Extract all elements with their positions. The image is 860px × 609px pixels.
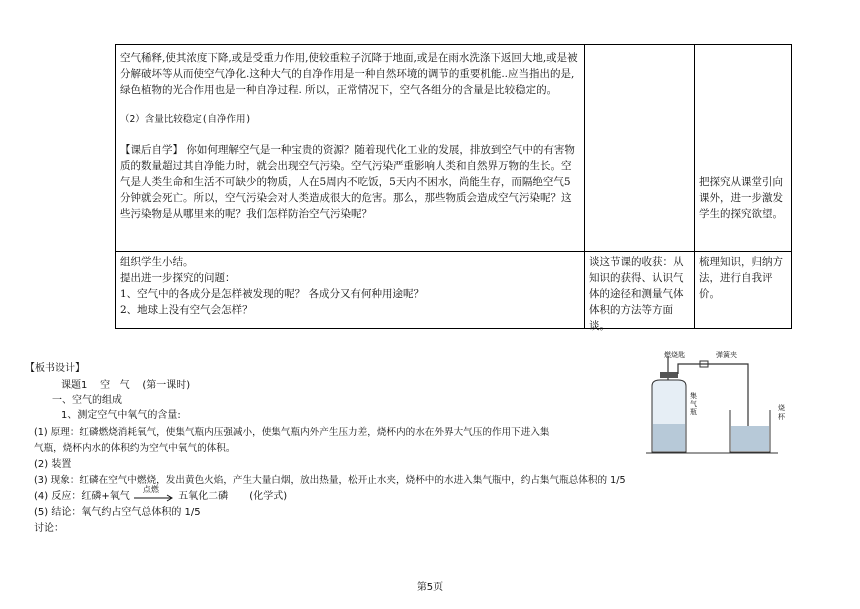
reaction-note: (化学式) [249,491,288,502]
board-reaction [34,485,288,504]
table-divider-1 [584,44,585,329]
board-discussion: 讨论： [34,523,64,534]
row2-line-4: 2、地球上没有空气会怎样？ [120,304,253,316]
row2-middle-text: 谈这节课的收获：从知识的获得、认识气体的途径和测量气体体积的方法等方面谈。 [589,256,684,332]
row2-line-1: 组织学生小结。 [120,256,194,268]
board-principle-2: 气瓶，烧杯内水的体积约为空气中氧气的体积。 [34,443,236,454]
row1-right-text: 把探究从课堂引向课外，进一步激发学生的探究欲望。 [699,176,783,220]
reaction-condition: 点燃 [142,485,159,494]
label-bottle: 集气瓶 [690,392,697,416]
table-border-left [115,44,116,329]
board-apparatus: (2) 装置 [34,459,72,470]
board-heading: 【板书设计】 [25,363,85,374]
row1-paragraph-1: 空气稀释,使其浓度下降,或是受重力作用,使较重粒子沉降于地面,或是在雨水洗涤下返回大地,或是被分解破坏等从而使空气净化.这种大气的自净作用是一种自然环境的调节的重要机能..应当指出的是,绿色植物的光合作用也是一种自净过程. 所以，正常情况下，空气各组分的含量是比较稳定的。 [120,52,578,96]
table-divider-2 [694,44,695,329]
row1-right-cell [699,174,787,222]
board-title: 课题1 空 气 (第一课时) [61,380,191,391]
reaction-reactants: (4) 反应：红磷+氧气 [34,491,130,502]
board-conclusion: (5) 结论：氧气约占空气总体积的 1/5 [34,507,201,518]
row1-paragraph-3: 【课后自学】 你如何理解空气是一种宝贵的资源？随着现代化工业的发展，排放到空气中的有害物质的数量超过其自净能力时，就会出现空气污染。空气污染严重影响人类和自然界万物的生长。空气是人类生命和生活不可缺少的物质，人在5周内不吃饭，5天内不困水，尚能生存，而隔绝空气5分钟就会死亡。所以，空气污染会对人类造成很大的危害。那么，那些物质会造成空气污染呢？这些污染物是从哪里来的呢？我们怎样防治空气污染呢？ [120,144,575,220]
lesson-table [115,44,792,332]
apparatus-drawing [638,352,818,462]
row2-middle-cell [589,254,691,334]
table-row-divider [115,251,792,252]
label-beaker: 烧杯 [778,404,785,421]
row1-paragraph-2: （2）含量比较稳定(自净作用) [120,114,252,125]
row2-right-text: 梳理知识，归纳方法，进行自我评价。 [699,256,783,300]
table-border-top [115,44,792,45]
board-subsection: 1、测定空气中氧气的含量: [61,410,181,421]
board-phenomenon: (3) 现象：红磷在空气中燃烧，发出黄色火焰，产生大量白烟，放出热量，松开止水夹，烧杯中的水进入集气瓶中，约占集气瓶总体积的 1/5 [34,475,626,486]
row2-line-3: 1、空气中的各成分是怎样被发现的呢？ 各成分又有何种用途呢？ [120,288,425,300]
row1-main-cell [120,50,580,222]
label-clamp: 弹簧夹 [716,351,737,359]
arrow-icon [133,492,175,502]
apparatus-diagram [638,352,818,462]
table-border-right [791,44,792,329]
row2-line-2: 提出进一步探究的问题： [120,272,236,284]
board-principle-1: (1) 原理：红磷燃烧消耗氧气，使集气瓶内压强减小，使集气瓶内外产生压力差，烧杯内的水在外界大气压的作用下进入集 [34,427,550,438]
board-section: 一、空气的组成 [52,395,122,406]
row2-main-cell [120,254,580,318]
reaction-products: 五氧化二磷 [178,491,229,502]
label-spoon: 燃烧匙 [664,351,685,359]
reaction-arrow [133,485,175,501]
page-number: 第5页 [416,582,444,593]
row2-right-cell [699,254,787,302]
